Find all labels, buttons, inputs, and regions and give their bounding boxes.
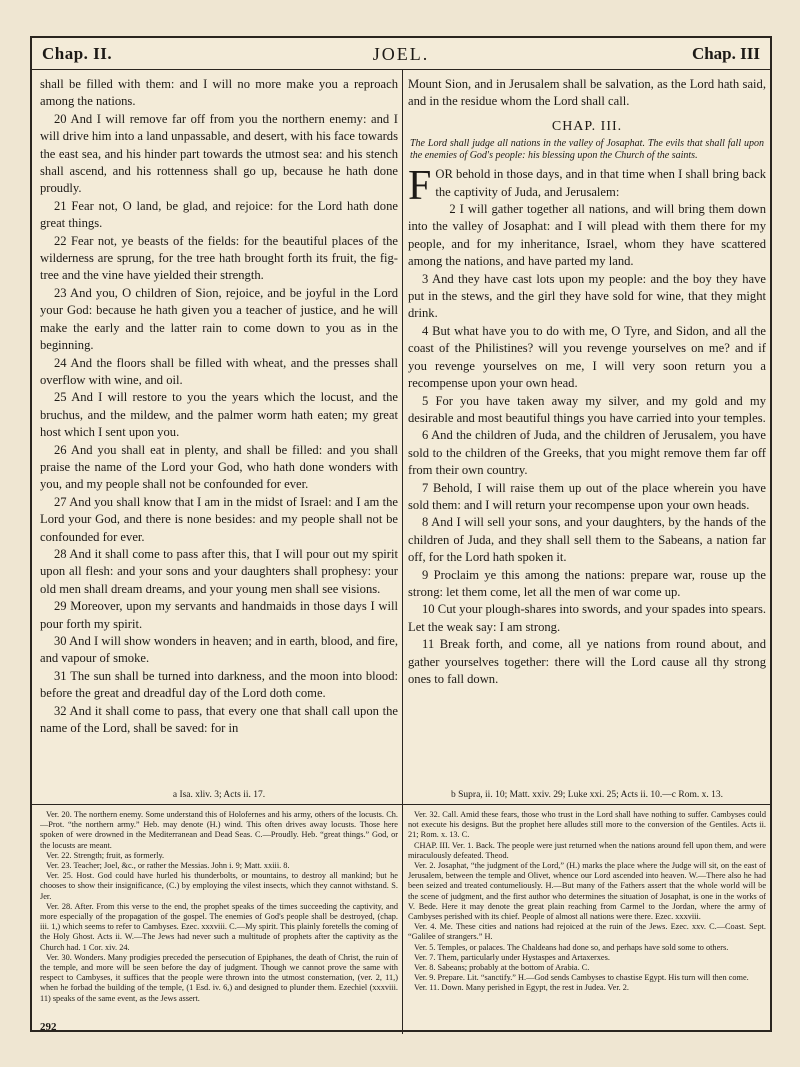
verse: 6 And the children of Juda, and the children of Jerusalem, you have sold to the children of the Greeks, that you might remove them far off from their own country. [408,428,766,478]
commentary-notes-right [408,810,766,1028]
verse: 21 Fear not, O land, be glad, and rejoice: for the Lord hath done great things. [40,198,398,231]
note: Ver. 25. Host. God could have hurled his thunderbolts, or mountains, to destroy all mankind; but he chooses to show their insignificance, (C.) by employing the vilest insects, which they cannot withstand. S. Jer. [40,871,398,901]
verse-continuation: Mount Sion, and in Jerusalem shall be salvation, as the Lord hath said, and in the residue whom the Lord shall call. [408,77,766,109]
header-chapter-left: Chap. II. [42,44,113,63]
notes-separator [32,804,770,805]
verse: 27 And you shall know that I am in the midst of Israel: and I am the Lord your God, and there is none besides: and my people shall not be confounded for ever. [40,494,398,544]
note: Ver. 2. Josaphat, “the judgment of the Lord,” (H.) marks the place where the Judge will sit, on the east of Jerusalem, between the temple and Olivet, whence our Lord ascended into heaven. W.—There also he had been seized and treated contumeliously. H.—But many of the Fathers assert that the whole world will be the scene of judgment, and the first author who determines the situation of Josaphat, is one in the works of V. Bede. Here it may denote the great plain reaching from Carmel to the Jordan, where the army of Cambyses perished with its chief. People of almost all nations were there. Ezec. xxxviii. [408,861,766,922]
note: Ver. 11. Down. Many perished in Egypt, the rest in Judea. Ver. 2. [414,983,629,993]
verse: 28 And it shall come to pass after this, that I will pour out my spirit upon all flesh: and your sons and your daughters shall prophesy: your old men shall dream dreams, and your young men shall see visions. [40,546,398,596]
drop-cap: F [408,163,432,210]
verse: 5 For you have taken away my silver, and my gold and my desirable and most beautiful things you have carried into your temples. [408,393,766,425]
header-book-title: JOEL. [372,44,430,64]
verse: 7 Behold, I will raise them up out of the place wherein you have sold them: and I will return your recompense upon your own heads. [408,480,766,512]
cross-references-right: b Supra, ii. 10; Matt. xxiv. 29; Luke xxi. 25; Acts ii. 10.—c Rom. x. 13. [451,790,723,800]
verse: 10 Cut your plough-shares into swords, and your spades into spears. Let the weak say: I am strong. [408,602,766,634]
verse: 32 And it shall come to pass, that every one that shall call upon the name of the Lord, shall be saved: for in [40,703,398,736]
verse: 2 I will gather together all nations, and will bring them down into the valley of Josaphat: and I will plead with them there for my people, and for my inheritance, Israel, whom they have scattered among the nations, and have parted my land. [408,202,766,269]
header-chapter-right: Chap. III [691,44,760,63]
note: Ver. 30. Wonders. Many prodigies preceded the persecution of Epiphanes, the death of Christ, the ruin of the temple, and more will be seen before the day of judgment. Though we cannot prove the same with respect to Cambyses, it suffices that the people were thrown into the utmost consternation, (ver. 2, 11,) when he forbad the building of the temple, (1 Esd. iv. 6,) and designed to plunder them. Ezechiel (xxxviii. 11) speaks of the same event, as the Jews assert. [40,952,398,1003]
notes-column-divider [402,804,403,1034]
page-number: 292 [40,1021,57,1033]
commentary-notes-left [40,810,398,1028]
note: Ver. 32. Call. Amid these fears, those who trust in the Lord shall have nothing to suffer. Cambyses could not execute his designs. But the prophet here alludes still more to the conversion of the Gentiles. Acts ii. 21; Rom. x. 13. C. [408,810,766,840]
verse: 20 And I will remove far off from you the northern enemy: and I will drive him into a land unpassable, and desert, with his face towards the east sea, and his hinder part towards the utmost sea: and his stench shall ascend, and his rottenness shall go up, because he hath done proudly. [40,111,398,196]
right-text-column [408,76,766,786]
note: CHAP. III. Ver. 1. Back. The people were just returned when the nations around fell upon them, and were miraculously defeated. Theod. [408,840,766,860]
verse: 25 And I will restore to you the years which the locust, and the bruchus, and the mildew, and the palmer worm hath eaten; my great host which I sent upon you. [40,390,398,440]
note: Ver. 5. Temples, or palaces. The Chaldeans had done so, and perhaps have sold some to others. [414,942,729,952]
chapter-summary: The Lord shall judge all nations in the valley of Josaphat. The evils that shall fall upon the enemies of God's people: his blessing upon the Church of the saints. [410,138,764,162]
verse: 4 But what have you to do with me, O Tyre, and Sidon, and all the coast of the Philistines? will you revenge yourselves on me? and if you revenge yourselves on me, I will very soon return you a recompense upon your own head. [408,323,766,391]
verse: 26 And you shall eat in plenty, and shall be filled: and you shall praise the name of the Lord your God, who hath done wonders with you, and my people shall not be confounded for ever. [40,442,398,492]
verse: 24 And the floors shall be filled with wheat, and the presses shall overflow with wine, and oil. [40,355,398,387]
verse: 23 And you, O children of Sion, rejoice, and be joyful in the Lord your God: because he hath given you a teacher of justice, and he will make the early and the latter rain to come down to you as in the beginning. [40,285,398,353]
first-verse [408,163,766,210]
verse: 8 And I will sell your sons, and your daughters, by the hands of the children of Juda, and they shall sell them to the Sabeans, a nation far off, for the Lord hath spoken it. [408,515,766,565]
verse: 3 And they have cast lots upon my people: and the boy they have put in the stews, and the girl they have sold for wine, that they might drink. [408,271,766,321]
running-header [32,38,770,70]
page [30,36,772,1032]
note: Ver. 28. After. From this verse to the end, the prophet speaks of the times succeeding the captivity, and more especially of the propagation of the gospel. The enemies of God's people shall be destroyed, (chap. iii. 1,) which seems to refer to Cambyses. Ezec. xxxviii. C.—My spirit. This plainly foretells the coming of the Holy Ghost. Acts ii. W.—The Jews had never such a multitude of prophets after the captivity as the Church had. 1 Cor. xiv. 24. [40,901,398,952]
note: Ver. 7. Them, particularly under Hystaspes and Artaxerxes. [414,952,610,962]
note: Ver. 9. Prepare. Lit. “sanctify.” H.—God sends Cambyses to chastise Egypt. His turn will then come. [414,973,749,983]
left-text-column [40,76,398,786]
verse: 11 Break forth, and come, all ye nations from round about, and gather yourselves together: there will the Lord cause all thy strong ones to fall down. [408,637,766,686]
note: Ver. 4. Me. These cities and nations had rejoiced at the ruin of the Jews. Ezec. xxv. C.—Coast. Sept. “Galilee of strangers.” H. [408,922,766,942]
verse: 9 Proclaim ye this among the nations: prepare war, rouse up the strong: let them come, let all the men of war come up. [408,567,766,599]
cross-references-left: a Isa. xliv. 3; Acts ii. 17. [172,790,266,800]
chapter-heading: CHAP. III. [551,118,623,134]
column-divider [402,70,403,812]
note: Ver. 23. Teacher; Joel, &c., or rather the Messias. John i. 9; Matt. xxiii. 8. [46,861,290,871]
verse: shall be filled with them: and I will no more make you a reproach among the nations. [40,77,398,109]
verse: 29 Moreover, upon my servants and handmaids in those days I will pour forth my spirit. [40,599,398,631]
verse: 31 The sun shall be turned into darkness, and the moon into blood: before the great and dreadful day of the Lord doth come. [40,668,398,701]
note: Ver. 22. Strength; fruit, as formerly. [46,850,165,860]
verse: 22 Fear not, ye beasts of the fields: for the beautiful places of the wilderness are sprung, for the tree hath brought forth its fruit, the fig-tree and the vine have yielded their strength. [40,233,398,283]
note: Ver. 20. The northern enemy. Some understand this of Holofernes and his army, others of the locusts. Ch.—Prot. “the northern army.” Heb. may denote (H.) wind. This often drives away locusts. Those here spoken of were drowned in the Mediterranean and Dead Seas. C.—Proudly. Heb. “great things.” God, or the locusts are meant. [40,810,398,850]
first-verse-text: OR behold in those days, and in that time when I shall bring back the captivity of Juda, and Jerusalem: [435,167,766,199]
verse: 30 And I will show wonders in heaven; and in earth, blood, and fire, and vapour of smoke. [40,634,398,666]
note: Ver. 8. Sabeans; probably at the bottom of Arabia. C. [414,963,590,973]
